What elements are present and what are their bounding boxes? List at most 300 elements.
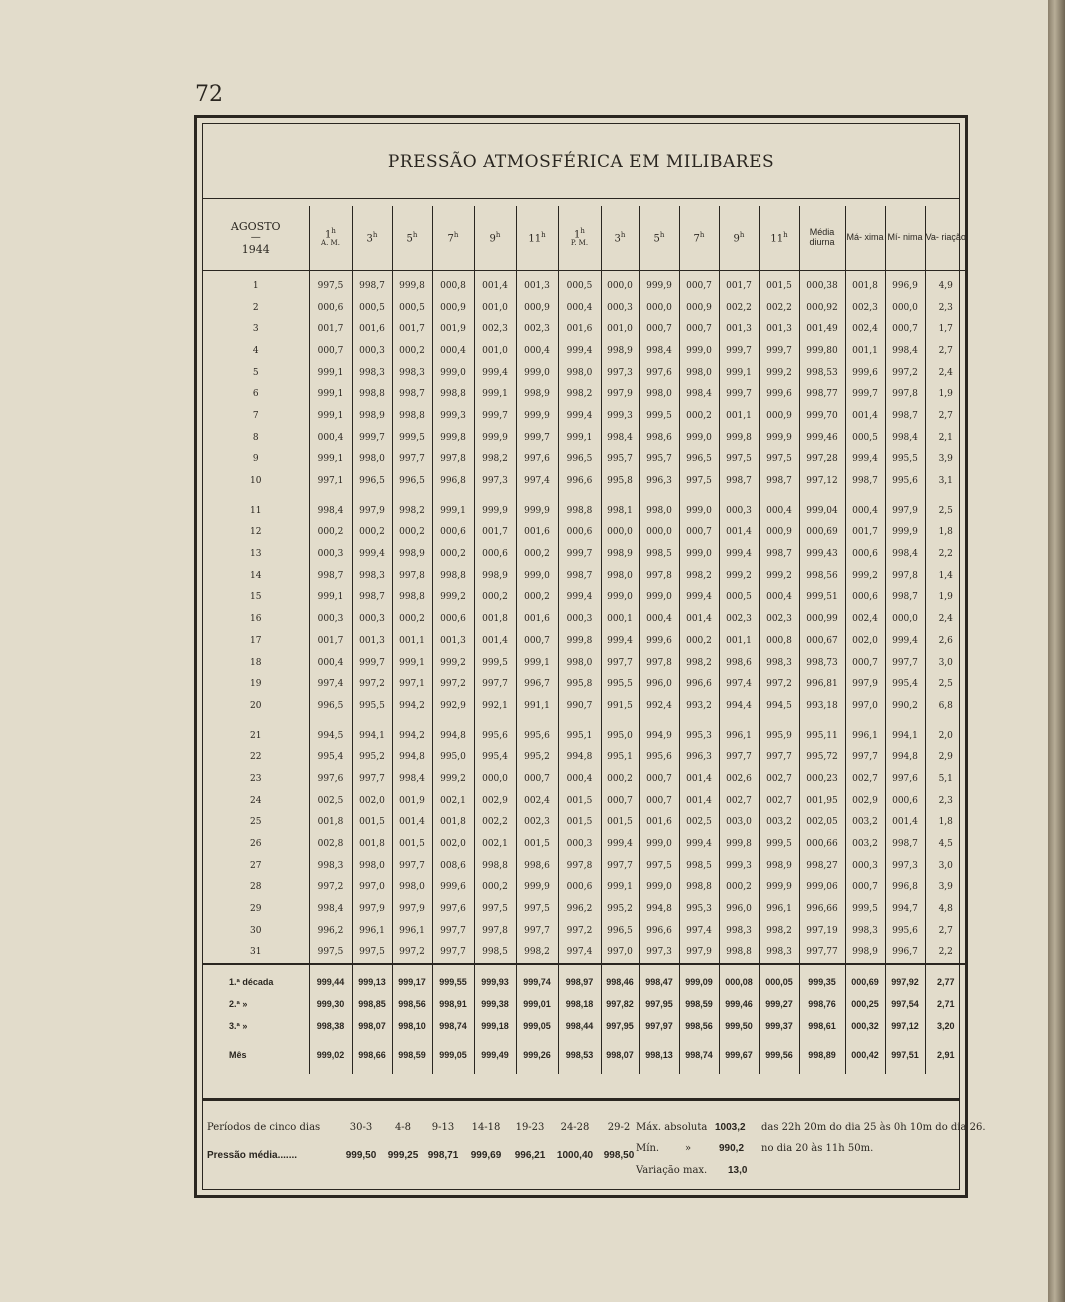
value-cell: 997,28	[799, 449, 845, 471]
summary-cell: 3,20	[925, 1015, 966, 1037]
value-cell: 001,4	[885, 812, 925, 834]
value-cell: 997,9	[392, 898, 432, 920]
value-cell: 997,7	[392, 449, 432, 471]
header-hour-col	[309, 206, 352, 271]
value-cell: 998,77	[799, 383, 845, 405]
summary-cell: 999,26	[516, 1044, 558, 1066]
value-cell: 997,6	[309, 768, 352, 790]
table-row	[203, 449, 966, 471]
value-cell: 997,5	[352, 942, 392, 965]
table-row	[203, 543, 966, 565]
value-cell: 997,5	[719, 449, 759, 471]
value-cell: 001,4	[845, 405, 885, 427]
value-cell: 999,0	[679, 500, 719, 522]
value-cell: 997,7	[759, 746, 799, 768]
value-cell: 000,6	[474, 543, 516, 565]
pressure-item: 999,69	[470, 1150, 502, 1161]
value-cell: 000,3	[352, 608, 392, 630]
value-cell: 002,3	[474, 318, 516, 340]
value-cell: 994,7	[885, 898, 925, 920]
value-cell: 996,5	[352, 470, 392, 492]
summary-cell: 999,01	[516, 993, 558, 1015]
min-absolute-mark: »	[685, 1143, 692, 1154]
summary-cell: 998,74	[679, 1044, 719, 1066]
value-cell: 000,2	[392, 522, 432, 544]
value-cell: 996,5	[558, 449, 601, 471]
day-cell: 3	[252, 324, 259, 335]
summary-cell: 999,17	[392, 971, 432, 993]
value-cell: 997,9	[845, 673, 885, 695]
value-cell: 999,7	[352, 652, 392, 674]
header-month: AGOSTO	[230, 219, 281, 233]
header-hour: 1$^h$	[325, 226, 336, 241]
value-cell: 995,6	[639, 746, 679, 768]
table-row	[203, 725, 966, 747]
value-cell: 000,7	[639, 790, 679, 812]
value-cell: 998,6	[516, 855, 558, 877]
value-cell: 999,5	[845, 898, 885, 920]
value-cell: 997,8	[558, 855, 601, 877]
table-inner-frame	[202, 123, 986, 1190]
value-cell: 994,2	[392, 725, 432, 747]
value-cell: 001,3	[432, 630, 474, 652]
value-cell: 998,0	[352, 855, 392, 877]
value-cell: 996,5	[601, 920, 639, 942]
summary-row	[203, 993, 966, 1015]
value-cell: 998,0	[558, 652, 601, 674]
table-row	[203, 920, 966, 942]
value-cell: 000,9	[679, 297, 719, 319]
header-hour: 3$^h$	[366, 230, 378, 245]
value-cell: 999,4	[352, 543, 392, 565]
value-cell: 996,8	[885, 877, 925, 899]
summary-cell: 998,53	[558, 1044, 601, 1066]
value-cell: 997,2	[885, 362, 925, 384]
summary-cell: 000,69	[845, 971, 885, 993]
value-cell: 000,69	[799, 522, 845, 544]
value-cell: 997,0	[845, 695, 885, 717]
value-cell: 999,1	[309, 587, 352, 609]
value-cell: 999,0	[601, 587, 639, 609]
summary-cell: 999,09	[679, 971, 719, 993]
value-cell: 998,8	[392, 587, 432, 609]
title-divider	[203, 198, 959, 199]
value-cell: 000,7	[639, 318, 679, 340]
value-cell: 996,1	[352, 920, 392, 942]
table-row	[203, 405, 966, 427]
value-cell: 001,4	[474, 271, 516, 297]
value-cell: 000,5	[558, 271, 601, 297]
value-cell: 2,9	[925, 746, 966, 768]
value-cell: 999,1	[309, 405, 352, 427]
value-cell: 998,3	[309, 855, 352, 877]
value-cell: 990,7	[558, 695, 601, 717]
value-cell: 997,2	[309, 877, 352, 899]
value-cell: 996,5	[679, 449, 719, 471]
header-stat-col: Va- riação	[925, 206, 966, 271]
header-hour: 9$^h$	[489, 230, 501, 245]
value-cell: 000,8	[432, 271, 474, 297]
value-cell: 992,1	[474, 695, 516, 717]
value-cell: 000,2	[679, 630, 719, 652]
value-cell: 001,6	[639, 812, 679, 834]
value-cell: 997,7	[516, 920, 558, 942]
value-cell: 2,6	[925, 630, 966, 652]
value-cell: 002,5	[309, 790, 352, 812]
value-cell: 002,0	[432, 833, 474, 855]
summary-cell: 997,54	[885, 993, 925, 1015]
value-cell: 999,1	[432, 500, 474, 522]
value-cell: 2,5	[925, 673, 966, 695]
value-cell: 996,0	[639, 673, 679, 695]
header-stat-col: Média diurna	[799, 206, 845, 271]
value-cell: 997,1	[309, 470, 352, 492]
header-hour-col	[639, 206, 679, 271]
summary-cell: 998,56	[679, 1015, 719, 1037]
value-cell: 999,0	[516, 565, 558, 587]
summary-cell: 2,77	[925, 971, 966, 993]
value-cell: 997,2	[432, 673, 474, 695]
value-cell: 997,5	[309, 271, 352, 297]
value-cell: 000,9	[516, 297, 558, 319]
value-cell: 002,1	[474, 833, 516, 855]
summary-cell: 999,02	[309, 1044, 352, 1066]
value-cell: 997,19	[799, 920, 845, 942]
day-cell: 7	[252, 410, 259, 421]
value-cell: 000,4	[639, 608, 679, 630]
value-cell: 000,6	[432, 522, 474, 544]
value-cell: 000,2	[392, 608, 432, 630]
value-cell: 999,8	[392, 271, 432, 297]
day-cell: 23	[250, 773, 262, 784]
value-cell: 999,5	[639, 405, 679, 427]
value-cell: 999,1	[516, 652, 558, 674]
value-cell: 998,4	[885, 427, 925, 449]
value-cell: 3,9	[925, 449, 966, 471]
value-cell: 001,5	[558, 790, 601, 812]
value-cell: 002,4	[845, 318, 885, 340]
value-cell: 993,2	[679, 695, 719, 717]
value-cell: 001,1	[719, 630, 759, 652]
value-cell: 998,0	[639, 500, 679, 522]
pressure-item: 998,71	[427, 1150, 459, 1161]
value-cell: 1,4	[925, 565, 966, 587]
value-cell: 998,0	[639, 383, 679, 405]
summary-cell: 999,35	[799, 971, 845, 993]
summary-cell: 999,74	[516, 971, 558, 993]
value-cell: 4,8	[925, 898, 966, 920]
value-cell: 999,6	[639, 630, 679, 652]
day-cell: 10	[250, 476, 262, 487]
periods-list	[339, 1122, 639, 1133]
value-cell: 000,99	[799, 608, 845, 630]
value-cell: 999,9	[759, 427, 799, 449]
value-cell: 002,0	[845, 630, 885, 652]
value-cell: 999,4	[885, 630, 925, 652]
table-row	[203, 383, 966, 405]
value-cell: 997,8	[885, 565, 925, 587]
value-cell: 000,2	[352, 522, 392, 544]
value-cell: 996,6	[558, 470, 601, 492]
value-cell: 994,1	[885, 725, 925, 747]
value-cell: 997,77	[799, 942, 845, 965]
page-title: PRESSÃO ATMOSFÉRICA EM MILIBARES	[387, 152, 775, 172]
value-cell: 001,1	[392, 630, 432, 652]
value-cell: 996,66	[799, 898, 845, 920]
value-cell: 999,7	[845, 383, 885, 405]
value-cell: 999,43	[799, 543, 845, 565]
value-cell: 000,1	[601, 608, 639, 630]
value-cell: 995,2	[601, 898, 639, 920]
value-cell: 000,9	[432, 297, 474, 319]
value-cell: 998,3	[845, 920, 885, 942]
table-row	[203, 608, 966, 630]
value-cell: 999,4	[601, 833, 639, 855]
summary-cell: 999,49	[474, 1044, 516, 1066]
table-row	[203, 500, 966, 522]
value-cell: 997,5	[679, 470, 719, 492]
value-cell: 001,95	[799, 790, 845, 812]
value-cell: 000,4	[309, 652, 352, 674]
value-cell: 2,5	[925, 500, 966, 522]
day-cell: 9	[252, 454, 259, 465]
value-cell: 000,23	[799, 768, 845, 790]
value-cell: 000,67	[799, 630, 845, 652]
value-cell: 000,2	[516, 587, 558, 609]
value-cell: 999,4	[558, 340, 601, 362]
value-cell: 999,2	[432, 768, 474, 790]
value-cell: 999,80	[799, 340, 845, 362]
summary-cell: 998,07	[601, 1044, 639, 1066]
value-cell: 000,6	[885, 790, 925, 812]
value-cell: 997,5	[516, 898, 558, 920]
value-cell: 999,3	[601, 405, 639, 427]
value-cell: 998,3	[759, 652, 799, 674]
table-row	[203, 695, 966, 717]
value-cell: 998,2	[558, 383, 601, 405]
value-cell: 001,5	[558, 812, 601, 834]
value-cell: 999,8	[558, 630, 601, 652]
value-cell: 998,27	[799, 855, 845, 877]
book-spine	[1048, 0, 1065, 1302]
value-cell: 000,2	[679, 405, 719, 427]
value-cell: 998,6	[719, 652, 759, 674]
value-cell: 000,7	[601, 790, 639, 812]
value-cell: 001,7	[309, 630, 352, 652]
header-hour: 11$^h$	[528, 230, 546, 245]
value-cell: 998,8	[432, 565, 474, 587]
value-cell: 999,5	[392, 427, 432, 449]
value-cell: 999,2	[432, 652, 474, 674]
value-cell: 998,9	[474, 565, 516, 587]
value-cell: 991,5	[601, 695, 639, 717]
header-hour-period: P. M.	[570, 239, 589, 248]
value-cell: 000,7	[679, 318, 719, 340]
value-cell: 001,1	[719, 405, 759, 427]
value-cell: 999,1	[719, 362, 759, 384]
value-cell: 000,4	[432, 340, 474, 362]
min-absolute-label: Mín.	[636, 1143, 660, 1154]
value-cell: 000,5	[392, 297, 432, 319]
value-cell: 998,8	[679, 877, 719, 899]
summary-cell: 999,46	[719, 993, 759, 1015]
value-cell: 001,49	[799, 318, 845, 340]
value-cell: 000,6	[558, 877, 601, 899]
day-cell: 12	[250, 527, 262, 538]
header-hour: 5$^h$	[406, 230, 418, 245]
value-cell: 996,9	[885, 271, 925, 297]
value-cell: 998,8	[352, 383, 392, 405]
header-hour: 5$^h$	[653, 230, 665, 245]
value-cell: 998,2	[679, 565, 719, 587]
summary-cell: 999,93	[474, 971, 516, 993]
value-cell: 998,2	[679, 652, 719, 674]
pressure-item: 1000,40	[556, 1150, 594, 1161]
value-cell: 000,7	[845, 877, 885, 899]
day-cell: 5	[252, 367, 259, 378]
day-cell: 28	[250, 882, 262, 893]
period-item: 9-13	[431, 1122, 455, 1133]
value-cell: 997,7	[885, 652, 925, 674]
summary-cell: 998,66	[352, 1044, 392, 1066]
value-cell: 5,1	[925, 768, 966, 790]
value-cell: 998,7	[759, 543, 799, 565]
value-cell: 999,1	[309, 383, 352, 405]
summary-cell: 998,97	[558, 971, 601, 993]
value-cell: 998,9	[759, 855, 799, 877]
value-cell: 996,1	[719, 725, 759, 747]
value-cell: 002,6	[719, 768, 759, 790]
value-cell: 003,0	[719, 812, 759, 834]
value-cell: 1,9	[925, 383, 966, 405]
summary-cell: 998,89	[799, 1044, 845, 1066]
header-stat-col: Má- xima	[845, 206, 885, 271]
value-cell: 998,3	[719, 920, 759, 942]
value-cell: 997,7	[432, 942, 474, 965]
header-hour-period: A. M.	[321, 239, 340, 248]
value-cell: 000,7	[679, 522, 719, 544]
value-cell: 001,3	[352, 630, 392, 652]
value-cell: 000,6	[845, 587, 885, 609]
value-cell: 002,7	[759, 768, 799, 790]
summary-cell: 999,18	[474, 1015, 516, 1037]
value-cell: 997,4	[558, 942, 601, 965]
value-cell: 997,8	[639, 565, 679, 587]
max-absolute-value: 1003,2	[715, 1122, 746, 1133]
value-cell: 998,3	[759, 942, 799, 965]
value-cell: 997,6	[432, 898, 474, 920]
summary-cell: 997,92	[885, 971, 925, 993]
value-cell: 998,8	[432, 383, 474, 405]
max-absolute-label: Máx. absoluta	[636, 1122, 708, 1133]
value-cell: 2,1	[925, 427, 966, 449]
value-cell: 002,4	[516, 790, 558, 812]
value-cell: 000,3	[719, 500, 759, 522]
table-row	[203, 470, 966, 492]
table-row	[203, 898, 966, 920]
period-item: 14-18	[471, 1122, 501, 1133]
value-cell: 001,6	[516, 608, 558, 630]
value-cell: 002,2	[474, 812, 516, 834]
value-cell: 997,8	[392, 565, 432, 587]
period-item: 29-2	[607, 1122, 631, 1133]
day-cell: 16	[250, 614, 262, 625]
value-cell: 995,4	[474, 746, 516, 768]
value-cell: 000,4	[516, 340, 558, 362]
value-cell: 999,0	[639, 587, 679, 609]
table-row	[203, 877, 966, 899]
value-cell: 999,4	[679, 833, 719, 855]
value-cell: 001,8	[352, 833, 392, 855]
value-cell: 2,7	[925, 340, 966, 362]
value-cell: 2,3	[925, 790, 966, 812]
value-cell: 999,7	[474, 405, 516, 427]
value-cell: 001,4	[679, 608, 719, 630]
header-hour: 9$^h$	[733, 230, 745, 245]
value-cell: 997,0	[352, 877, 392, 899]
value-cell: 998,4	[601, 427, 639, 449]
summary-cell: 997,82	[601, 993, 639, 1015]
value-cell: 003,2	[759, 812, 799, 834]
value-cell: 999,3	[719, 855, 759, 877]
value-cell: 999,04	[799, 500, 845, 522]
value-cell: 996,0	[719, 898, 759, 920]
value-cell: 995,1	[558, 725, 601, 747]
summary-cell: 997,95	[601, 1015, 639, 1037]
value-cell: 999,1	[309, 449, 352, 471]
value-cell: 1,8	[925, 812, 966, 834]
value-cell: 999,2	[759, 362, 799, 384]
value-cell: 997,2	[392, 942, 432, 965]
day-cell: 15	[250, 592, 262, 603]
value-cell: 998,9	[601, 340, 639, 362]
summary-cell: 999,30	[309, 993, 352, 1015]
value-cell: 997,4	[309, 673, 352, 695]
value-cell: 001,6	[558, 318, 601, 340]
value-cell: 996,1	[392, 920, 432, 942]
day-cell: 20	[250, 700, 262, 711]
value-cell: 998,3	[352, 565, 392, 587]
value-cell: 996,6	[679, 673, 719, 695]
value-cell: 000,8	[759, 630, 799, 652]
value-cell: 000,0	[601, 271, 639, 297]
value-cell: 996,5	[309, 695, 352, 717]
value-cell: 998,3	[392, 362, 432, 384]
table-row	[203, 340, 966, 362]
summary-cell: 998,38	[309, 1015, 352, 1037]
value-cell: 997,3	[601, 362, 639, 384]
day-cell: 21	[250, 730, 262, 741]
value-cell: 997,9	[352, 898, 392, 920]
value-cell: 001,5	[392, 833, 432, 855]
value-cell: 998,0	[601, 565, 639, 587]
variation-value: 13,0	[728, 1165, 748, 1176]
summary-cell: 998,46	[601, 971, 639, 993]
min-absolute-value: 990,2	[719, 1143, 745, 1154]
summary-cell: 999,55	[432, 971, 474, 993]
value-cell: 999,4	[679, 587, 719, 609]
table-row	[203, 427, 966, 449]
summary-cell: 998,10	[392, 1015, 432, 1037]
value-cell: 999,3	[432, 405, 474, 427]
value-cell: 000,3	[601, 297, 639, 319]
summary-cell: 000,08	[719, 971, 759, 993]
value-cell: 000,5	[719, 587, 759, 609]
table-row	[203, 812, 966, 834]
value-cell: 997,0	[601, 942, 639, 965]
value-cell: 996,3	[679, 746, 719, 768]
period-item: 30-3	[349, 1122, 373, 1133]
